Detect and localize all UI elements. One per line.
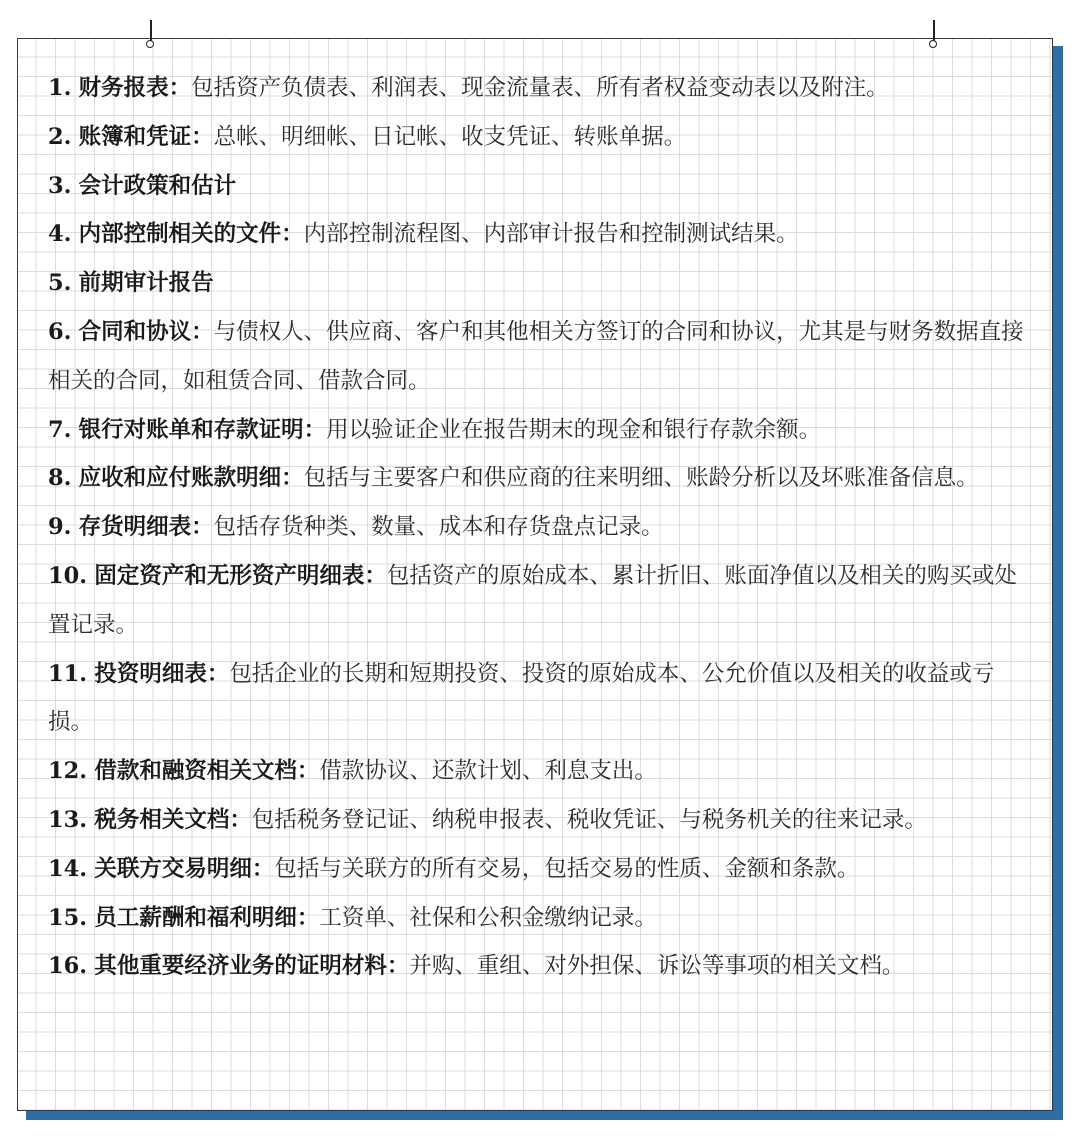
item-description: 总帐、明细帐、日记帐、收支凭证、转账单据。 xyxy=(213,123,687,150)
right-pin-icon xyxy=(929,20,939,50)
item-title: 账簿和凭证： xyxy=(78,123,214,150)
left-pin-icon xyxy=(146,20,156,50)
list-item xyxy=(48,845,1026,894)
item-description: 并购、重组、对外担保、诉讼等事项的相关文档。 xyxy=(409,953,905,980)
item-number: 3. xyxy=(48,172,72,199)
list-item xyxy=(48,454,1026,503)
item-number: 15. xyxy=(48,904,88,931)
item-number: 4. xyxy=(48,221,72,248)
item-description: 包括资产负债表、利润表、现金流量表、所有者权益变动表以及附注。 xyxy=(191,75,889,101)
list-item xyxy=(48,942,1026,991)
item-number: 16. xyxy=(48,953,88,980)
item-number: 14. xyxy=(48,855,88,882)
document-list xyxy=(48,64,1026,991)
item-number: 10. xyxy=(48,562,88,589)
item-description: 包括与关联方的所有交易，包括交易的性质、金额和条款。 xyxy=(274,855,860,882)
list-item xyxy=(48,503,1026,552)
list-item xyxy=(48,747,1026,796)
list-item xyxy=(48,894,1026,943)
list-item xyxy=(48,64,1026,113)
item-description: 内部控制流程图、内部审计报告和控制测试结果。 xyxy=(303,221,799,248)
list-item xyxy=(48,308,1026,406)
item-title: 内部控制相关的文件： xyxy=(78,221,304,248)
item-title: 银行对账单和存款证明： xyxy=(78,416,327,443)
item-title: 会计政策和估计 xyxy=(78,172,237,199)
item-number: 9. xyxy=(48,514,72,541)
item-number: 12. xyxy=(48,758,88,785)
item-title: 其他重要经济业务的证明材料： xyxy=(94,953,410,980)
item-description: 与债权人、供应商、客户和其他相关方签订的合同和协议，尤其是与财务数据直接相关的合同，如租赁合同、借款合同。 xyxy=(48,318,1024,394)
item-title: 关联方交易明细： xyxy=(94,855,275,882)
item-title: 员工薪酬和福利明细： xyxy=(94,904,320,931)
item-title: 固定资产和无形资产明细表： xyxy=(94,562,387,589)
list-item xyxy=(48,796,1026,845)
item-title: 投资明细表： xyxy=(94,660,230,687)
item-number: 11. xyxy=(48,660,88,687)
item-description: 包括税务登记证、纳税申报表、税收凭证、与税务机关的往来记录。 xyxy=(251,806,927,833)
list-item xyxy=(48,552,1026,650)
item-title: 应收和应付账款明细： xyxy=(78,465,304,492)
item-number: 7. xyxy=(48,416,72,443)
item-title: 税务相关文档： xyxy=(94,806,252,833)
item-title: 财务报表： xyxy=(78,75,192,101)
item-title: 前期审计报告 xyxy=(78,270,214,297)
item-description: 包括资产的原始成本、累计折旧、账面净值以及相关的购买或处置记录。 xyxy=(48,562,1017,638)
item-title: 合同和协议： xyxy=(78,318,214,345)
item-number: 6. xyxy=(48,318,72,345)
item-description: 包括存货种类、数量、成本和存货盘点记录。 xyxy=(213,514,664,541)
list-item xyxy=(48,650,1026,748)
item-title: 借款和融资相关文档： xyxy=(94,758,320,785)
list-item xyxy=(48,406,1026,455)
item-description: 包括企业的长期和短期投资、投资的原始成本、公允价值以及相关的收益或亏损。 xyxy=(48,660,995,736)
list-item xyxy=(48,210,1026,259)
list-item xyxy=(48,113,1026,162)
item-description: 借款协议、还款计划、利息支出。 xyxy=(319,758,657,785)
item-number: 5. xyxy=(48,270,72,297)
item-number: 1. xyxy=(48,75,72,101)
item-description: 用以验证企业在报告期末的现金和银行存款余额。 xyxy=(326,416,822,443)
item-description: 包括与主要客户和供应商的往来明细、账龄分析以及坏账准备信息。 xyxy=(303,465,979,492)
item-number: 13. xyxy=(48,806,88,833)
item-description: 工资单、社保和公积金缴纳记录。 xyxy=(319,904,657,931)
list-item xyxy=(48,259,1026,308)
item-number: 2. xyxy=(48,123,72,150)
item-number: 8. xyxy=(48,465,72,492)
item-title: 存货明细表： xyxy=(78,514,214,541)
list-item xyxy=(48,162,1026,211)
